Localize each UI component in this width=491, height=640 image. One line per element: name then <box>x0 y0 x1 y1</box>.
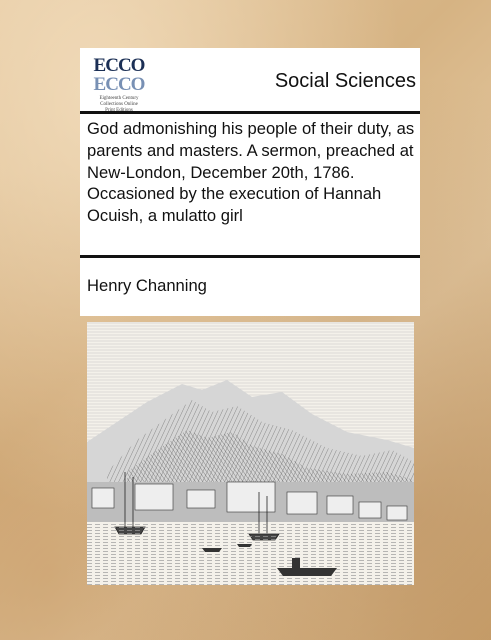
category-label: Social Sciences <box>274 70 416 92</box>
divider-top <box>80 111 420 114</box>
divider-bottom <box>80 255 420 258</box>
book-author: Henry Channing <box>87 276 207 295</box>
ecco-logo-mark-bottom: ECCO <box>93 74 145 95</box>
ecco-logo-line: Collections Online <box>100 102 138 107</box>
ecco-logo-mark-top: ECCO <box>93 55 145 76</box>
book-title: God admonishing his people of their duty, as parents and masters. A sermon, preached at New-London, December 20th, 1786. Occasioned by the execution of Hannah Ocuish, a mulatto girl <box>87 119 415 226</box>
ecco-logo-mark <box>90 56 148 94</box>
title-panel <box>80 48 420 316</box>
ecco-logo-line: Eighteenth Century <box>99 96 139 101</box>
cover-illustration <box>87 322 414 585</box>
harbour-water <box>87 522 414 585</box>
